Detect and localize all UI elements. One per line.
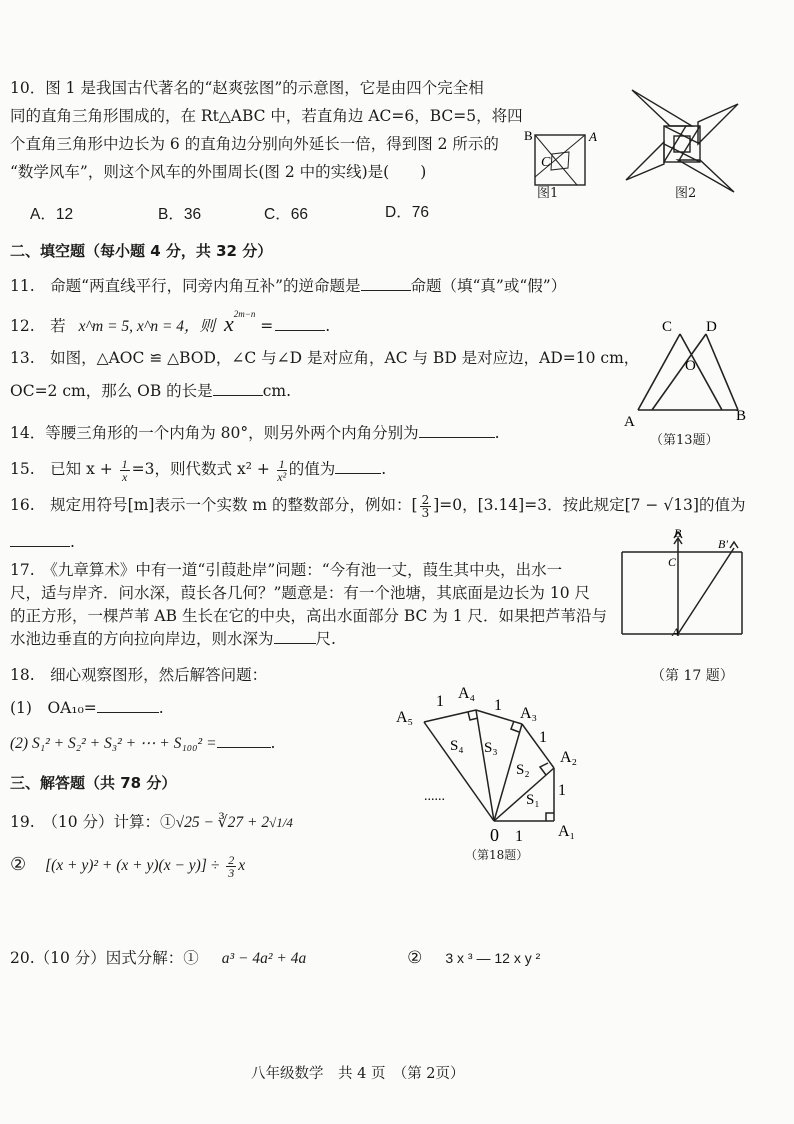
q19-expression-2-fraction: $\frac{2}{3}$ [228,852,235,880]
section-3-title: 三、解答题（共 78 分） [10,774,177,792]
q15-fraction-1: $\frac{1}{x}$ [121,456,128,484]
q17-line2: 尺，适与岸齐．问水深，葭长各几何？”题意是：有一个池塘，其底面是边长为 10 尺 [10,584,591,602]
q20-expression-1: a³ − 4a² + 4a [221,950,307,967]
q19-expression-1: √25 − ∛27 + 2 [175,814,270,831]
q17-label-a: A [672,625,680,638]
q17-figure [616,526,748,638]
q13-label-o: O [685,358,696,374]
q18-label-one-a2: 1 [539,729,547,746]
q19-circle-2: ② [10,854,27,875]
q19-expression-2-x: x [238,857,246,874]
q20-label: 20.（10 分）因式分解：① [10,949,199,967]
q16-end: . [70,533,75,551]
q15-text-mid: =3，则代数式 x² + [131,460,270,478]
q18-label-s3: S₃ [484,740,498,756]
page-footer: 八年级数学 共 4 页 （第 2页） [251,1066,465,1082]
q17-line4 [10,629,336,649]
q18-label-a2: A₂ [560,749,578,766]
q14 [10,423,500,443]
q18-caption: （第18题） [465,848,529,862]
q18-part2 [10,733,275,754]
q18-part1-end: . [158,699,164,717]
q13-answer-blank[interactable] [213,381,263,396]
q10-line3: 个直角三角形中边长为 6 的直角边分别向外延长一倍，得到图 2 所示的 [10,135,499,153]
q16-answer-line [10,532,75,552]
q13-label-c: C [662,319,673,335]
q19-line2 [10,850,245,880]
q10-line4: “数学风车”，则这个风车的外围周长(图 2 中的实线)是( ) [10,163,427,181]
q18-label-a4: A₄ [458,685,476,702]
q13-label-d: D [706,319,717,335]
q10-option-a: A．12 [30,206,74,223]
q15-text-post: 的值为 [288,460,336,478]
q13-text: OC=2 cm，那么 OB 的长是 [10,382,213,400]
q18-label-one-bottom: 1 [515,828,523,845]
q12: 12. 若 x^m = 5, x^n = 4，则 $x^{2m-n}$ = . [10,309,331,337]
q11-text-end: 命题（填“真”或“假”） [410,277,567,295]
q10-figure-1 [522,124,602,204]
q18-part2-end: . [270,734,276,752]
q18-label-o: 0 [490,825,499,845]
q18-line1: 18. 细心观察图形，然后解答问题： [10,666,268,684]
q12-label: 12. 若 [10,317,66,336]
q13-unit: cm. [262,382,291,400]
q10-option-b: B．36 [158,206,202,223]
fig1-label-a: A [589,129,597,144]
q16-answer-blank[interactable] [10,532,70,547]
q10-line1: 10．图 1 是我国古代著名的“赵爽弦图”的示意图，它是由四个完全相 [10,79,484,97]
q18-label-one-a3: 1 [494,697,502,714]
q14-end: . [494,424,500,442]
q20-circle-2: ② [407,948,423,968]
q13-label-a: A [624,414,635,429]
q17-label-b-prime: B' [718,537,728,551]
q12-exponent: 2m−n [233,309,256,319]
q10-line2: 同的直角三角形围成的，在 Rt△ABC 中，若直角边 AC=6，BC=5，将四 [10,107,523,125]
section-2-title: 二、填空题（每小题 4 分，共 32 分） [10,242,273,260]
q12-answer-blank[interactable] [275,316,325,331]
q10-figure-2-caption: 图2 [675,186,697,201]
q14-text: 14．等腰三角形的一个内角为 80°，则另外两个内角分别为 [10,424,419,442]
q16: 16. 规定用符号[m]表示一个实数 m 的整数部分，例如：[ $\frac{2}{3}$ ]=0，[3.14]=3．按此规定[7 − √13]的值为 [10,492,746,520]
q19-line1 [10,806,293,838]
q18-label-s2: S₂ [516,762,530,778]
q17-text: 水池边垂直的方向拉向岸边，则水深为 [10,630,274,648]
q15-text-pre: 15. 已知 x + [10,460,113,478]
fig1-label-b: B [524,128,533,143]
q20 [10,948,540,969]
q18-label-dots: ...... [424,789,445,804]
q15-answer-blank[interactable] [335,459,381,474]
q18-label-s1: S₁ [526,792,540,808]
q17-label-c: C [668,555,677,569]
q15-fraction-2: $\frac{1}{\text{x²}}$ [277,456,287,484]
q12-base: x [223,311,234,337]
q18-part2-answer-blank[interactable] [217,733,271,748]
q18-part2-text: (2) S₁² + S₂² + S₃² + ⋯ + S₁₀₀² = [10,735,217,752]
q17-caption: （第 17 题） [651,668,734,684]
q16-text-mid: =0，[3.14]=3．按此规定[7 − √13]的值为 [439,496,746,514]
q19-expression-1-radicand: √1/4 [269,815,293,830]
q19-expression-2: [(x + y)² + (x + y)(x − y)] ÷ [45,857,220,874]
q18-part1-text: (1) OA₁₀= [10,699,97,717]
q17-unit: 尺. [315,630,336,648]
q12-equals: = [255,317,274,336]
q20-expression-2: 3 x ³ — 12 x y ² [445,950,541,966]
q18-label-one-right: 1 [558,782,566,799]
q11-text: 11. 命题“两直线平行，同旁内角互补”的逆命题是 [10,277,361,295]
q18-label-a3: A₃ [520,705,538,722]
q18-label-a1: A₁ [558,823,576,840]
q13-caption: （第13题） [650,433,719,448]
q17-answer-blank[interactable] [274,629,316,644]
fig1-label-c: C [541,155,551,170]
q11-answer-blank[interactable] [361,276,411,291]
q18-part1 [10,698,164,718]
q18-label-s4: S₄ [450,738,464,754]
q17-line3: 的正方形，一棵芦苇 AB 生长在它的中央，高出水面部分 BC 为 1 尺．如果把芦苇沿与 [10,607,608,625]
q18-part1-answer-blank[interactable] [97,698,159,713]
q10-figure-1-caption: 图1 [537,186,559,201]
q18-label-a5: A₅ [396,709,414,726]
q15-end: . [381,460,387,478]
q19-label: 19. （10 分）计算：① [10,813,176,831]
q13-line2 [10,381,291,401]
q18-label-one-a4: 1 [436,693,444,710]
q12-condition: x^m = 5, x^n = 4，则 [78,318,216,336]
q13-figure [620,314,750,429]
q13-label-b: B [736,408,747,424]
q10-option-d: D．76 [385,204,429,221]
q15 [10,454,386,484]
q10-option-c: C．66 [264,206,308,223]
q16-example-fraction: $\frac{2}{3}$ [421,492,430,520]
q17-line1: 17. 《九章算术》中有一道“引葭赴岸”问题：“今有池一丈，葭生其中央，出水一 [10,561,563,579]
q16-text-pre: 16. 规定用符号[m]表示一个实数 m 的整数部分，例如： [10,496,412,514]
q18-figure [390,676,590,866]
q13-line1: 13. 如图，△AOC ≌ △BOD，∠C 与∠D 是对应角，AC 与 BD 是对应边，AD=10 cm， [10,349,640,367]
q17-label-b: B [674,526,682,540]
q14-answer-blank[interactable] [419,423,495,438]
q11 [10,276,566,296]
